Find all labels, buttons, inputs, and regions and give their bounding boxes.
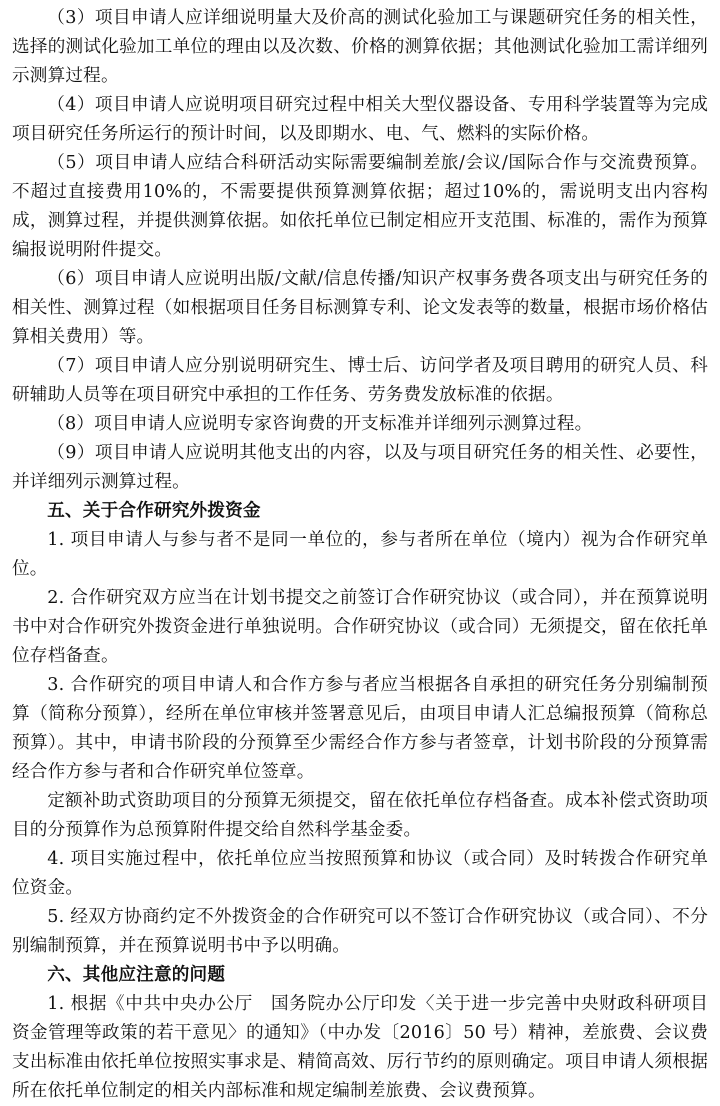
section-5-heading: 五、关于合作研究外拨资金 bbox=[47, 501, 261, 521]
s5-item-3-note: 定额补助式资助项目的分预算无须提交，留在依托单位存档备查。成本补偿式资助项目的分预算作为总预算附件提交给自然科学基金委。 bbox=[12, 791, 708, 840]
item-9-other: （9）项目申请人应说明其他支出的内容，以及与项目研究任务的相关性、必要性，并详细列示测算过程。 bbox=[12, 443, 708, 492]
item-4-fuel-power: （4）项目申请人应说明项目研究过程中相关大型仪器设备、专用科学装置等为完成项目研究任务所运行的预计时间，以及即期水、电、气、燃料的实际价格。 bbox=[12, 95, 708, 144]
item-6-publication: （6）项目申请人应说明出版/文献/信息传播/知识产权事务费各项支出与研究任务的相关性、测算过程（如根据项目任务目标测算专利、论文发表等的数量，根据市场价格估算相关费用）等。 bbox=[12, 269, 708, 347]
item-5-travel-meeting: （5）项目申请人应结合科研活动实际需要编制差旅/会议/国际合作与交流费预算。不超过直接费用10%的，不需要提供预算测算依据；超过10%的，需说明支出内容构成，测算过程，并提供测算依据。如依托单位已制定相应开支范围、标准的，需作为预算编报说明附件提交。 bbox=[12, 153, 708, 260]
item-8-expert: （8）项目申请人应说明专家咨询费的开支标准并详细列示测算过程。 bbox=[47, 414, 593, 434]
item-3-test-processing: （3）项目申请人应详细说明量大及价高的测试化验加工与课题研究任务的相关性，选择的测试化验加工单位的理由以及次数、价格的测算依据；其他测试化验加工需详细列示测算过程。 bbox=[12, 8, 708, 86]
s5-item-1: 1. 项目申请人与参与者不是同一单位的，参与者所在单位（境内）视为合作研究单位。 bbox=[12, 530, 708, 579]
item-7-labor: （7）项目申请人应分别说明研究生、博士后、访问学者及项目聘用的研究人员、科研辅助人员等在项目研究中承担的工作任务、劳务费发放标准的依据。 bbox=[12, 356, 708, 405]
s5-item-4: 4. 项目实施过程中，依托单位应当按照预算和协议（或合同）及时转拨合作研究单位资金。 bbox=[12, 849, 708, 898]
s5-item-2: 2. 合作研究双方应当在计划书提交之前签订合作研究协议（或合同），并在预算说明书中对合作研究外拨资金进行单独说明。合作研究协议（或合同）无须提交，留在依托单位存档备查。 bbox=[12, 588, 708, 666]
s6-item-1: 1. 根据《中共中央办公厅 国务院办公厅印发〈关于进一步完善中央财政科研项目资金管理等政策的若干意见〉的通知》（中办发〔2016〕50 号）精神，差旅费、会议费支出标准由依托单位按照实事求是、精简高效、厉行节约的原则确定。项目申请人须根据所在依托单位制定的相关内部标准和规定编制差旅费、会议费预算。 bbox=[12, 994, 708, 1101]
s5-item-5: 5. 经双方协商约定不外拨资金的合作研究可以不签订合作研究协议（或合同）、不分别编制预算，并在预算说明书中予以明确。 bbox=[12, 907, 708, 956]
s5-item-3: 3. 合作研究的项目申请人和合作方参与者应当根据各自承担的研究任务分别编制预算（简称分预算），经所在单位审核并签署意见后，由项目申请人汇总编报预算（简称总预算）。其中，申请书阶段的分预算至少需经合作方参与者签章，计划书阶段的分预算需经合作方参与者和合作研究单位签章。 bbox=[12, 675, 708, 782]
section-6-heading: 六、其他应注意的问题 bbox=[47, 965, 226, 985]
